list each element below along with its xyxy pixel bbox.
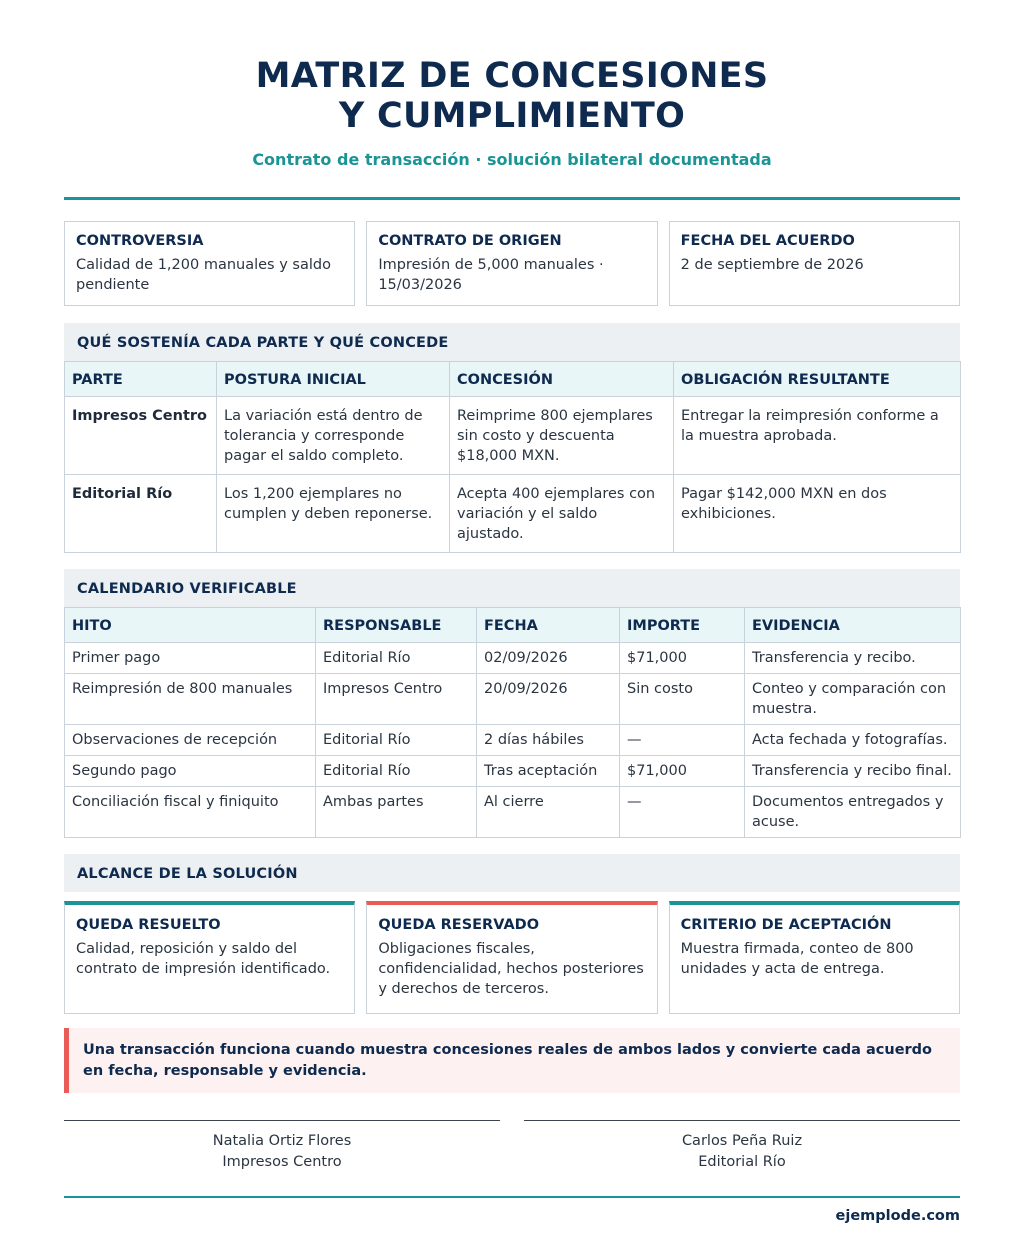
section-heading-positions: QUÉ SOSTENÍA CADA PARTE Y QUÉ CONCEDE [64,323,960,361]
header-divider [64,197,960,200]
scope-box-reserved [366,901,657,1014]
table-cell: 02/09/2026 [477,643,620,674]
table-cell: Editorial Río [316,756,477,787]
column-header: EVIDENCIA [745,608,961,643]
summary-card-controversy [64,221,355,306]
signer-name: Carlos Peña Ruiz [681,1133,803,1149]
table-cell: Acepta 400 ejemplares con variación y el saldo ajustado. [450,475,674,553]
section-heading-schedule: CALENDARIO VERIFICABLE [64,569,960,607]
page-subtitle: Contrato de transacción · solución bilateral documentada [252,150,772,169]
table-row [65,475,961,553]
table-cell: Reimpresión de 800 manuales [65,674,316,725]
table-row [65,397,961,475]
table-cell: La variación está dentro de tolerancia y corresponde pagar el saldo completo. [217,397,450,475]
box-text: Muestra firmada, conteo de 800 unidades y acta de entrega. [680,941,914,977]
signature-left [64,1120,500,1173]
footer-divider [64,1196,960,1198]
table-cell: Sin costo [620,674,745,725]
section-heading-scope: ALCANCE DE LA SOLUCIÓN [64,854,960,892]
table-row [65,643,961,674]
column-header: FECHA [477,608,620,643]
card-text: 2 de septiembre de 2026 [680,257,864,273]
card-text: Calidad de 1,200 manuales y saldo pendiente [76,257,331,293]
page-title [64,56,960,136]
summary-card-agreement-date [669,221,960,306]
table-cell: Editorial Río [316,725,477,756]
signer-org: Editorial Río [698,1154,786,1170]
table-cell: Ambas partes [316,787,477,838]
card-text: Impresión de 5,000 manuales · 15/03/2026 [378,257,604,293]
table-header-row [65,362,961,397]
scope-boxes [64,901,960,1014]
table-cell: Segundo pago [65,756,316,787]
card-title: CONTROVERSIA [76,233,204,249]
schedule-table [64,607,961,838]
table-cell: Tras aceptación [477,756,620,787]
callout-note: Una transacción funciona cuando muestra concesiones reales de ambos lados y convierte cada acuerdo en fecha, responsable y evidencia. [64,1028,960,1093]
table-cell: Al cierre [477,787,620,838]
table-cell: Reimprime 800 ejemplares sin costo y descuenta $18,000 MXN. [450,397,674,475]
table-cell: 2 días hábiles [477,725,620,756]
summary-card-origin-contract [366,221,657,306]
document-page [64,0,960,1224]
table-cell: Conteo y comparación con muestra. [745,674,961,725]
column-header: POSTURA INICIAL [217,362,450,397]
table-cell: Impresos Centro [316,674,477,725]
table-cell: Acta fechada y fotografías. [745,725,961,756]
table-cell: Pagar $142,000 MXN en dos exhibiciones. [674,475,961,553]
party-cell: Impresos Centro [65,397,217,475]
table-cell: Primer pago [65,643,316,674]
card-title: FECHA DEL ACUERDO [680,233,855,249]
table-cell: Editorial Río [316,643,477,674]
summary-cards [64,221,960,306]
table-cell: Conciliación fiscal y finiquito [65,787,316,838]
table-cell: $71,000 [620,643,745,674]
signer-org: Impresos Centro [222,1154,342,1170]
column-header: PARTE [65,362,217,397]
party-cell: Editorial Río [65,475,217,553]
signature-block [64,1120,960,1173]
box-text: Obligaciones fiscales, confidencialidad, hechos posteriores y derechos de terceros. [378,941,644,997]
column-header: CONCESIÓN [450,362,674,397]
scope-box-acceptance [669,901,960,1014]
column-header: OBLIGACIÓN RESULTANTE [674,362,961,397]
signature-right [524,1120,960,1173]
table-row [65,725,961,756]
table-row [65,674,961,725]
table-cell: Transferencia y recibo. [745,643,961,674]
table-cell: Los 1,200 ejemplares no cumplen y deben reponerse. [217,475,450,553]
table-cell: 20/09/2026 [477,674,620,725]
title-line-1: MATRIZ DE CONCESIONES [255,56,769,96]
column-header: IMPORTE [620,608,745,643]
box-title: CRITERIO DE ACEPTACIÓN [680,917,892,933]
table-cell: Documentos entregados y acuse. [745,787,961,838]
table-row [65,787,961,838]
signer-name: Natalia Ortiz Flores [212,1133,352,1149]
table-cell: — [620,725,745,756]
card-title: CONTRATO DE ORIGEN [378,233,562,249]
title-line-2: Y CUMPLIMIENTO [338,96,686,136]
table-cell: — [620,787,745,838]
table-cell: Entregar la reimpresión conforme a la muestra aprobada. [674,397,961,475]
positions-table [64,361,961,553]
box-title: QUEDA RESERVADO [378,917,540,933]
table-cell: $71,000 [620,756,745,787]
scope-box-resolved [64,901,355,1014]
table-cell: Observaciones de recepción [65,725,316,756]
box-text: Calidad, reposición y saldo del contrato de impresión identificado. [76,941,331,977]
table-header-row [65,608,961,643]
table-row [65,756,961,787]
column-header: HITO [65,608,316,643]
box-title: QUEDA RESUELTO [76,917,221,933]
footer-site: ejemplode.com [835,1208,960,1224]
table-cell: Transferencia y recibo final. [745,756,961,787]
column-header: RESPONSABLE [316,608,477,643]
